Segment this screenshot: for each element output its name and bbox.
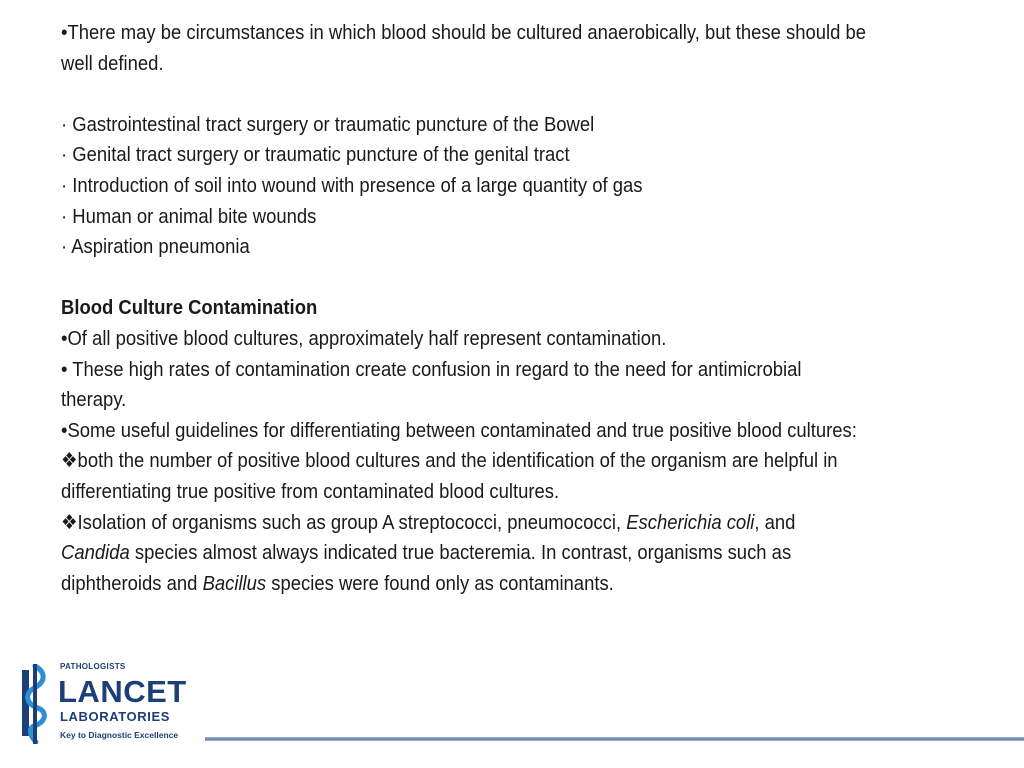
bullet-item: •Of all positive blood cultures, approximately half represent contamination. <box>61 326 667 350</box>
intro-bullet-continued: well defined. <box>61 51 164 75</box>
logo-subtitle: LABORATORIES <box>60 709 171 724</box>
organism-name: Candida <box>61 541 130 565</box>
spacer <box>61 263 991 294</box>
guideline-item <box>61 446 991 477</box>
spacer <box>61 79 991 110</box>
section-heading: Blood Culture Contamination <box>61 296 318 320</box>
diamond-bullet-icon: ❖ <box>61 510 78 534</box>
bullet-item: •Some useful guidelines for differentiating between contaminated and true positive blood cultures: <box>61 418 857 442</box>
guideline-text: species were found only as contaminants. <box>266 571 614 595</box>
logo-tagline: Key to Diagnostic Excellence <box>60 730 179 740</box>
condition-item: · Introduction of soil into wound with presence of a large quantity of gas <box>61 173 643 197</box>
lancet-logo <box>22 660 202 750</box>
condition-item: · Genital tract surgery or traumatic puncture of the genital tract <box>61 143 570 167</box>
guideline-text-continued <box>61 569 991 600</box>
guideline-text-continued <box>61 538 991 569</box>
logo-name: LANCET <box>58 674 187 709</box>
diamond-bullet-icon: ❖ <box>61 449 78 473</box>
guideline-item <box>61 508 991 539</box>
caduceus-icon <box>22 664 52 744</box>
footer-divider <box>205 737 1024 741</box>
guideline-text-continued: differentiating true positive from contaminated blood cultures. <box>61 479 560 503</box>
bullet-item: • These high rates of contamination create confusion in regard to the need for antimicrobial <box>61 357 802 381</box>
condition-item: · Aspiration pneumonia <box>61 235 250 259</box>
organism-name: Bacillus <box>202 571 267 595</box>
organism-name: Escherichia coli <box>626 510 755 534</box>
slide-body <box>61 18 991 599</box>
logo-top-text: PATHOLOGISTS <box>60 662 126 671</box>
intro-bullet: •There may be circumstances in which blood should be cultured anaerobically, but these should be <box>61 21 867 44</box>
guideline-text: species almost always indicated true bacteremia. In contrast, organisms such as <box>129 541 792 565</box>
guideline-text: Isolation of organisms such as group A streptococci, pneumococci, <box>77 510 627 534</box>
bullet-item-continued: therapy. <box>61 388 127 412</box>
condition-item: · Human or animal bite wounds <box>61 204 317 228</box>
condition-item: · Gastrointestinal tract surgery or traumatic puncture of the Bowel <box>61 112 595 136</box>
guideline-text: , and <box>754 510 796 534</box>
guideline-text: diphtheroids and <box>61 571 203 595</box>
guideline-text: both the number of positive blood cultures and the identification of the organism are helpful in <box>77 449 838 473</box>
